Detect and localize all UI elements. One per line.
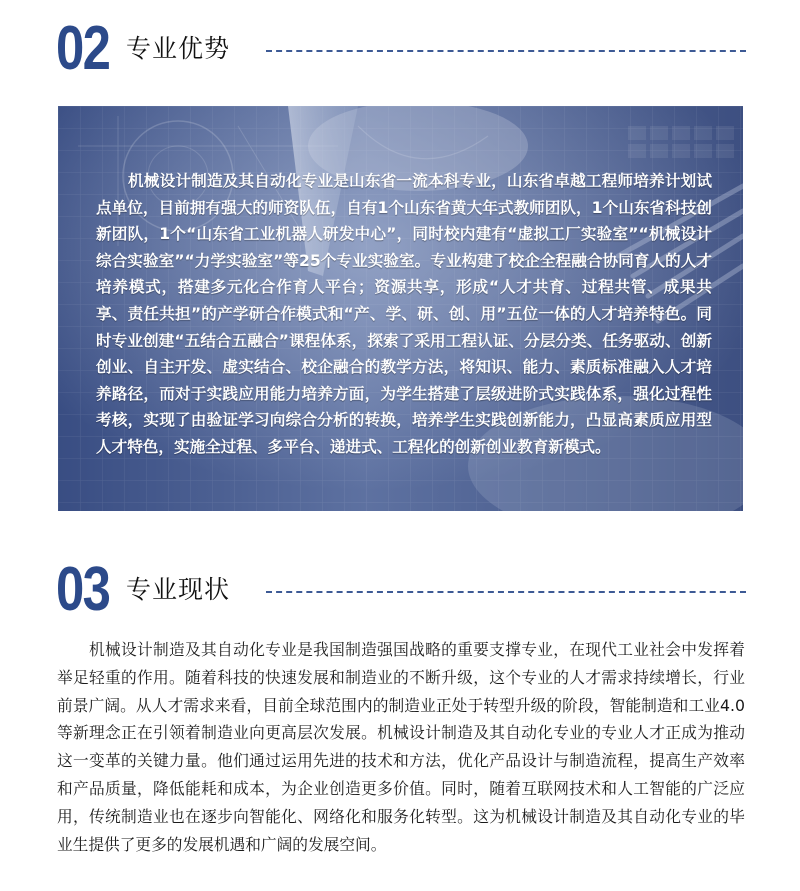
section-number: 02 <box>56 14 110 83</box>
dashed-divider <box>266 50 746 52</box>
section-heading-advantages <box>56 14 746 84</box>
advantages-panel <box>58 106 743 511</box>
advantages-paragraph: 机械设计制造及其自动化专业是山东省一流本科专业，山东省卓越工程师培养计划试点单位，目前拥有强大的师资队伍，自有1个山东省黄大年式教师团队，1个山东省科技创新团队，1个“山东省工业机器人研发中心”，同时校内建有“虚拟工厂实验室”“机械设计综合实验室”“力学实验室”等25个专业实验室。专业构建了校企全程融合协同育人的人才培养模式，搭建多元化合作育人平台；资源共享，形成“人才共育、过程共管、成果共享、责任共担”的产学研合作模式和“产、学、研、创、用”五位一体的人才培养特色。同时专业创建“五结合五融合”课程体系，探索了采用工程认证、分层分类、任务驱动、创新创业、自主开发、虚实结合、校企融合的教学方法，将知识、能力、素质标准融入人才培养路径，而对于实践应用能力培养方面，为学生搭建了层级进阶式实践体系，强化过程性考核，实现了由验证学习向综合分析的转换，培养学生实践创新能力，凸显高素质应用型人才特色，实施全过程、多平台、递进式、工程化的创新创业教育新模式。 <box>96 172 712 456</box>
dashed-divider <box>266 591 746 593</box>
status-paragraph: 机械设计制造及其自动化专业是我国制造强国战略的重要支撑专业，在现代工业社会中发挥着举足轻重的作用。随着科技的快速发展和制造业的不断升级，这个专业的人才需求持续增长，行业前景广阔。从人才需求来看，目前全球范围内的制造业正处于转型升级的阶段，智能制造和工业4.0等新理念正在引领着制造业向更高层次发展。机械设计制造及其自动化专业的专业人才正成为推动这一变革的关键力量。他们通过运用先进的技术和方法，优化产品设计与制造流程，提高生产效率和产品质量，降低能耗和成本，为企业创造更多价值。同时，随着互联网技术和人工智能的广泛应用，传统制造业也在逐步向智能化、网络化和服务化转型。这为机械设计制造及其自动化专业的毕业生提供了更多的发展机遇和广阔的发展空间。 <box>57 640 745 854</box>
section-number: 03 <box>56 555 110 624</box>
section-title: 专业现状 <box>126 575 231 604</box>
section-title: 专业优势 <box>126 34 231 63</box>
section-heading-status <box>56 555 746 625</box>
